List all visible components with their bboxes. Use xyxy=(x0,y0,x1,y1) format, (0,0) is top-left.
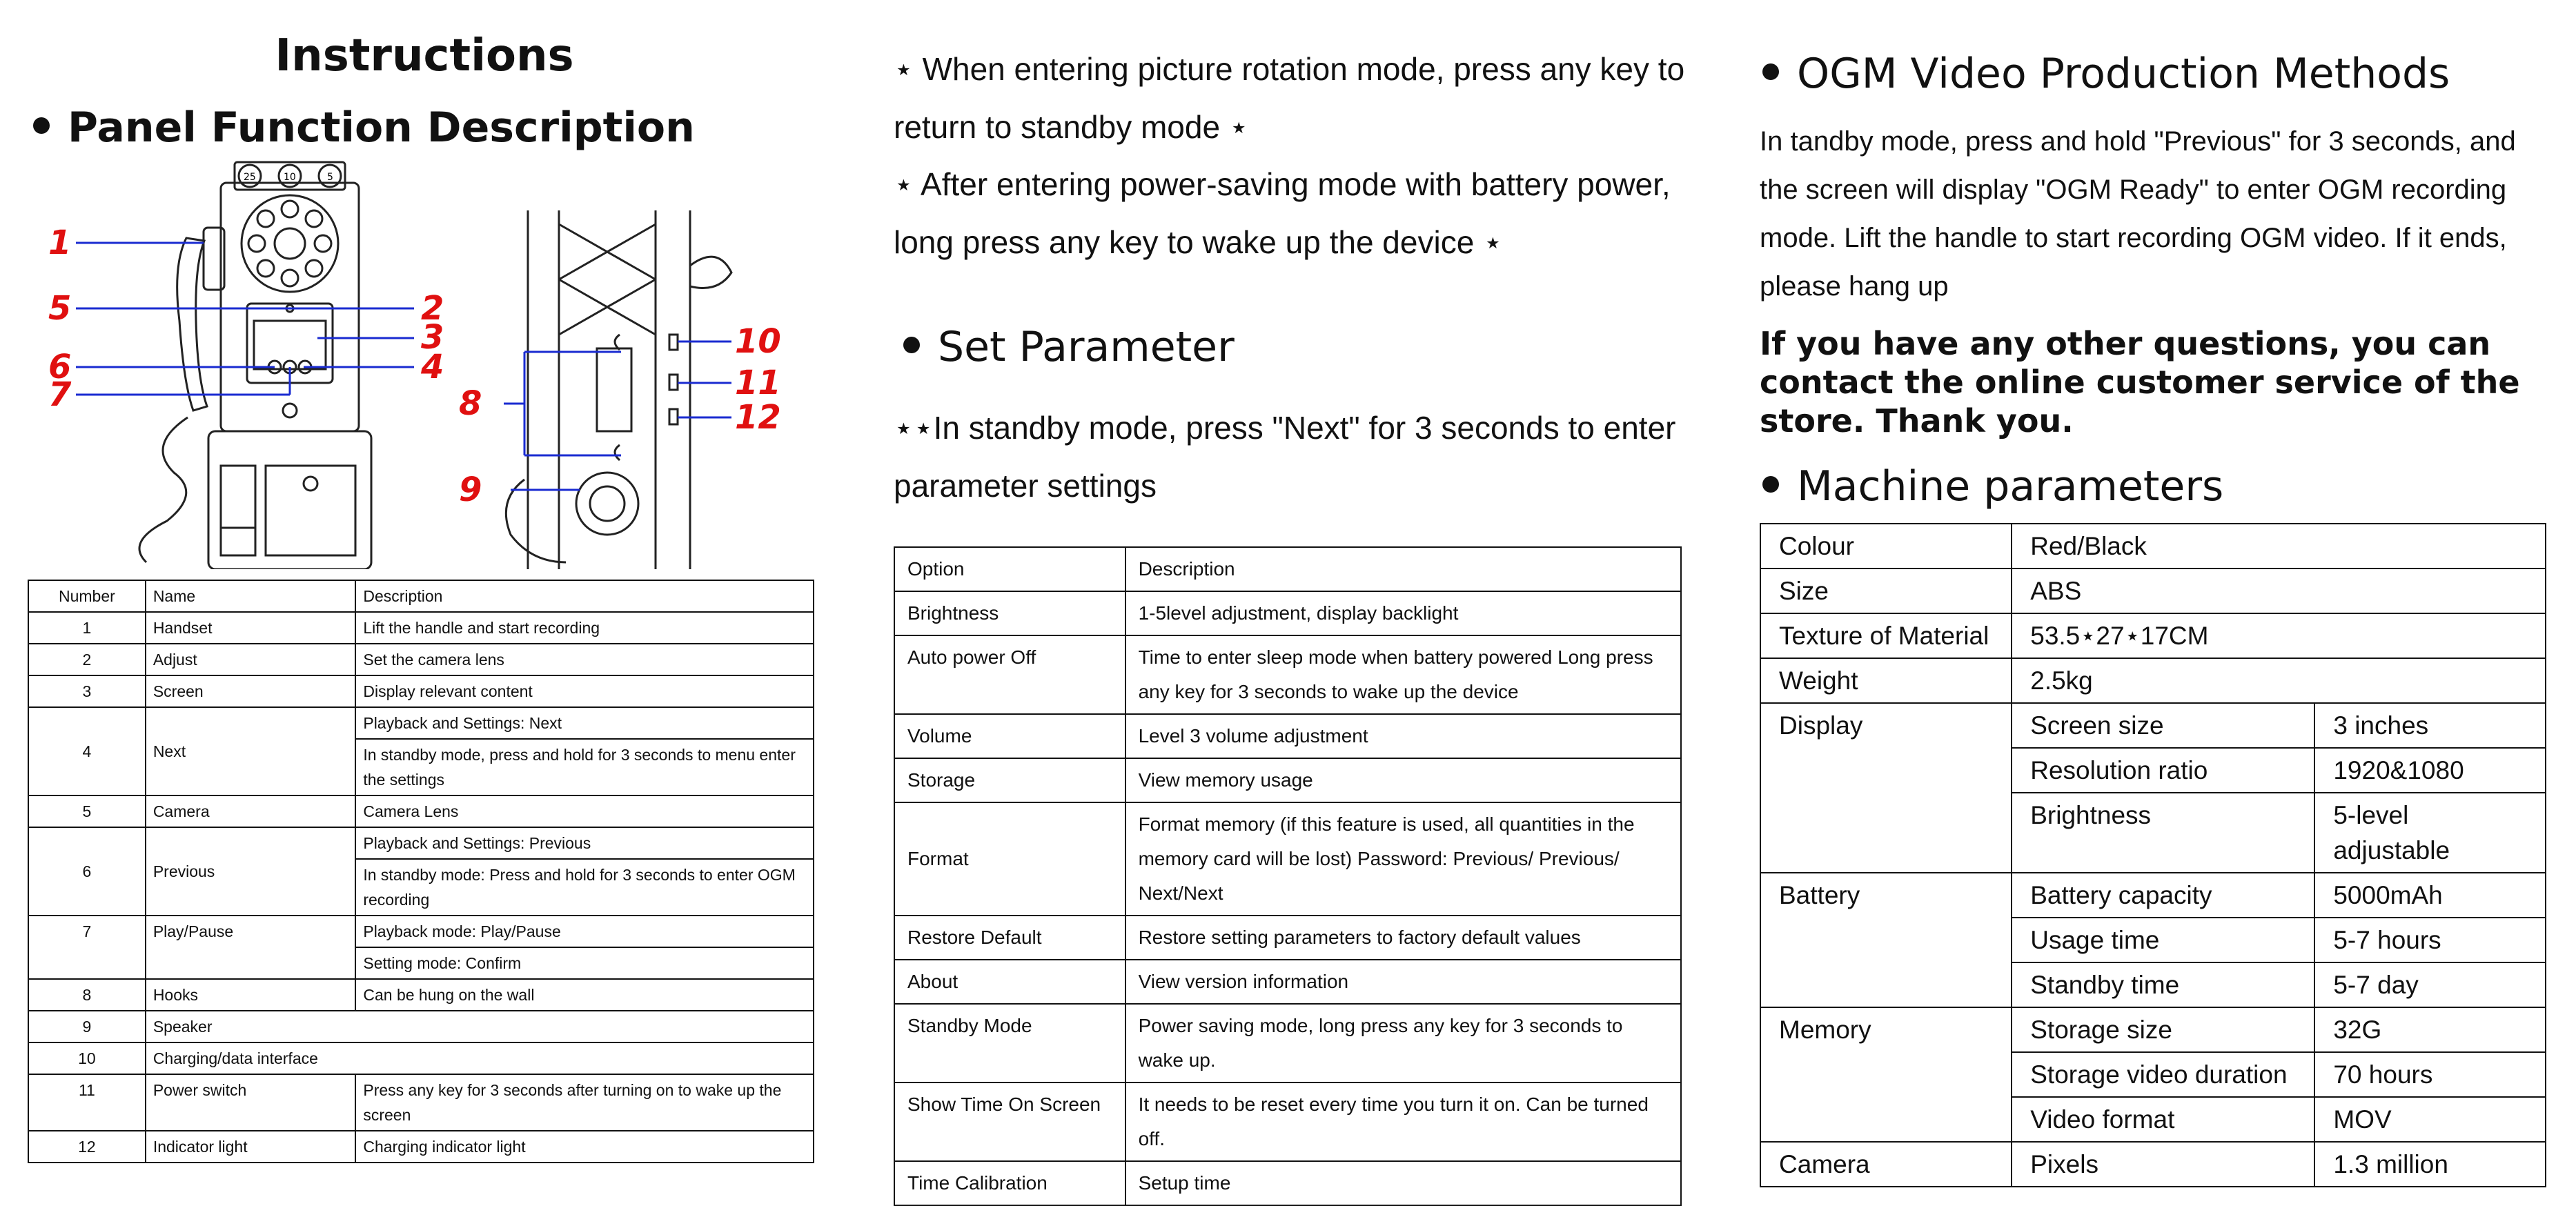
callout-12: 12 xyxy=(735,398,781,437)
table-row: Standby Mode Power saving mode, long press any key for 3 seconds to wake up. xyxy=(894,1004,1681,1083)
table-row: Camera Pixels 1.3 million xyxy=(1760,1142,2546,1187)
table-row: Colour Red/Black xyxy=(1760,524,2546,569)
header-option: Option xyxy=(894,547,1125,591)
table-row: Standby time 5-7 day xyxy=(1760,962,2546,1007)
set-parameter-table xyxy=(894,546,1682,1206)
parameter-instruction: ⋆⋆In standby mode, press "Next" for 3 seconds to enter parameter settings xyxy=(894,410,1676,504)
table-row: 10 Charging/data interface xyxy=(28,1042,814,1074)
table-row: Size ABS xyxy=(1760,569,2546,613)
table-row: In standby mode, press and hold for 3 seconds to menu enter the settings xyxy=(28,739,814,795)
table-header-row xyxy=(28,580,814,612)
callout-11: 11 xyxy=(735,364,781,402)
table-row: Time Calibration Setup time xyxy=(894,1161,1681,1205)
callout-8: 8 xyxy=(459,384,482,423)
callout-2: 2 xyxy=(421,289,444,328)
bullet-dot xyxy=(903,337,920,353)
table-row: 5 Camera Camera Lens xyxy=(28,795,814,827)
table-row: Weight 2.5kg xyxy=(1760,658,2546,703)
set-parameter-heading: Set Parameter xyxy=(903,323,1235,371)
table-row: In standby mode: Press and hold for 3 seconds to enter OGM recording xyxy=(28,859,814,916)
contact-note: If you have any other questions, you can contact the online customer service of the store. Thank you. xyxy=(1760,325,2520,439)
bullet-dot xyxy=(1762,63,1779,80)
callout-6: 6 xyxy=(48,348,72,386)
table-row: Display Screen size 3 inches xyxy=(1760,703,2546,748)
bullet-dot xyxy=(1762,476,1779,493)
table-row: Setting mode: Confirm xyxy=(28,947,814,979)
table-row: Usage time 5-7 hours xyxy=(1760,918,2546,962)
ogm-instructions: In tandby mode, press and hold "Previous" for 3 seconds, and the screen will display "OGM Ready" to enter OGM recording mode. Lift the handle to start recording OGM video. If it ends, please hang up xyxy=(1760,126,2516,302)
table-row: 4 Next Playback and Settings: Next xyxy=(28,707,814,739)
table-row: Storage video duration 70 hours xyxy=(1760,1052,2546,1097)
table-row: About View version information xyxy=(894,960,1681,1004)
table-row: 8 Hooks Can be hung on the wall xyxy=(28,979,814,1011)
table-row: Volume Level 3 volume adjustment xyxy=(894,714,1681,758)
header-name: Name xyxy=(146,580,356,612)
table-row: Video format MOV xyxy=(1760,1097,2546,1142)
table-row: 12 Indicator light Charging indicator light xyxy=(28,1131,814,1163)
table-row: Resolution ratio 1920&1080 xyxy=(1760,748,2546,793)
table-header-row xyxy=(894,547,1681,591)
table-row: 6 Previous Playback and Settings: Previous xyxy=(28,827,814,859)
callout-3: 3 xyxy=(421,318,444,357)
table-row: Show Time On Screen It needs to be reset every time you turn it on. Can be turned off. xyxy=(894,1083,1681,1161)
header-number: Number xyxy=(28,580,146,612)
callout-10: 10 xyxy=(735,322,781,361)
panel-function-table xyxy=(28,580,814,1163)
callout-4: 4 xyxy=(421,348,444,386)
page-title: Instructions xyxy=(275,30,574,81)
table-row: 1 Handset Lift the handle and start recording xyxy=(28,612,814,644)
power-saving-note: ⋆ After entering power-saving mode with battery power, long press any key to wake up the device ⋆ xyxy=(894,166,1671,260)
coin-label-10: 10 xyxy=(284,172,296,183)
phone-body-lower xyxy=(208,431,371,569)
callout-7: 7 xyxy=(48,375,72,414)
table-row: Memory Storage size 32G xyxy=(1760,1007,2546,1052)
bullet-dot xyxy=(33,117,50,134)
rotation-mode-note: ⋆ When entering picture rotation mode, press any key to return to standby mode ⋆ xyxy=(894,51,1685,145)
table-row: 11 Power switch Press any key for 3 seconds after turning on to wake up the screen xyxy=(28,1074,814,1131)
table-row: Format Format memory (if this feature is used, all quantities in the memory card will be lost) Password: Previous/ Previous/ Next/Next xyxy=(894,802,1681,916)
device-diagram xyxy=(28,155,821,569)
machine-parameters-heading: Machine parameters xyxy=(1762,462,2223,511)
table-row: Battery Battery capacity 5000mAh xyxy=(1760,873,2546,918)
table-row: Storage View memory usage xyxy=(894,758,1681,802)
coin-label-5: 5 xyxy=(327,172,333,183)
table-row: 3 Screen Display relevant content xyxy=(28,675,814,707)
coin-label-25: 25 xyxy=(244,172,256,183)
table-row: 2 Adjust Set the camera lens xyxy=(28,644,814,675)
machine-parameters-table xyxy=(1760,523,2546,1187)
rotary-dial-icon xyxy=(242,195,338,292)
ogm-heading: OGM Video Production Methods xyxy=(1762,50,2450,98)
table-row: 9 Speaker xyxy=(28,1011,814,1042)
table-row: Restore Default Restore setting parameters to factory default values xyxy=(894,916,1681,960)
callout-9: 9 xyxy=(459,471,482,509)
table-row: Auto power Off Time to enter sleep mode when battery powered Long press any key for 3 seconds to wake up the device xyxy=(894,635,1681,714)
hook-lower xyxy=(615,445,620,460)
header-description: Description xyxy=(1125,547,1681,591)
callout-5: 5 xyxy=(48,289,72,328)
table-row: Texture of Material 53.5⋆27⋆17CM xyxy=(1760,613,2546,658)
speaker-icon xyxy=(576,473,638,535)
panel-function-heading: Panel Function Description xyxy=(33,103,695,152)
table-row: Brightness 5-level adjustable xyxy=(1760,793,2546,873)
table-row: Brightness 1-5level adjustment, display backlight xyxy=(894,591,1681,635)
header-description: Description xyxy=(355,580,814,612)
callout-1: 1 xyxy=(48,224,72,262)
table-row: 7 Play/Pause Playback mode: Play/Pause xyxy=(28,916,814,947)
